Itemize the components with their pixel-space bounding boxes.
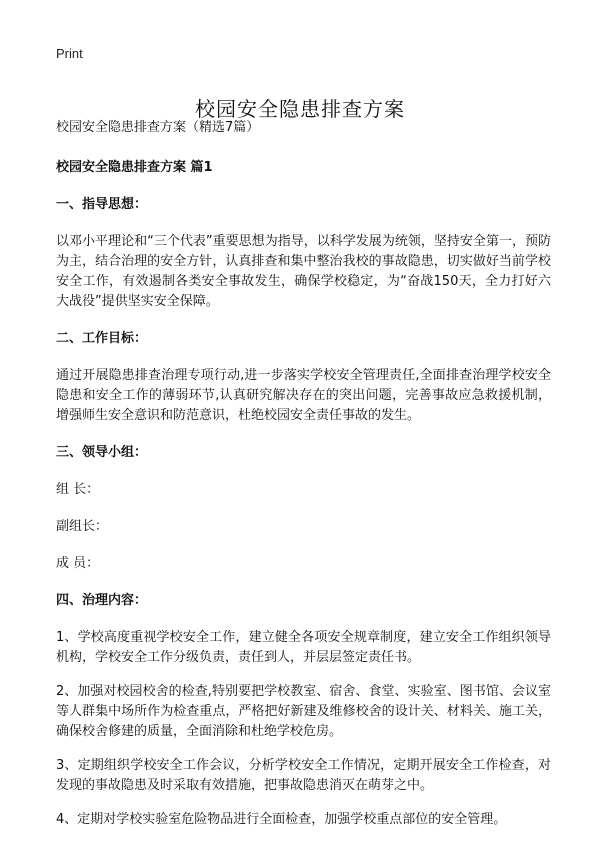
content-item: 3、定期组织学校安全工作会议，分析学校安全工作情况，定期开展安全工作检查，对发现的事故隐患及时采取有效措施，把事故隐患消灭在萌芽之中。 [56,758,551,793]
deputy-role: 副组长： [56,519,109,534]
guiding-paragraph: 以邓小平理论和“三个代表”重要思想为指导，以科学发展为统领，坚持安全第一，预防为主，结合治理的安全方针，认真排查和集中整治我校的事故隐患，切实做好当前学校安全工作，有效遏制各类安全事故发生，确保学校稳定，为“奋战150天，全力打好六大战役”提供坚实安全保障。 [56,234,551,309]
content-item: 1、学校高度重视学校安全工作，建立健全各项安全规章制度，建立安全工作组织领导机构，学校安全工作分级负责，责任到人，并层层签定责任书。 [56,630,551,665]
content-heading: 四、治理内容： [56,593,148,608]
leader-role: 组 长： [56,482,100,497]
print-label[interactable]: Print [56,46,83,61]
leadership-heading: 三、领导小组： [56,445,148,460]
document-title: 校园安全隐患排查方案 [195,97,405,122]
goal-heading: 二、工作目标： [56,331,148,346]
guiding-heading: 一、指导思想： [56,197,148,212]
section-heading: 校园安全隐患排查方案 篇1 [56,160,213,175]
members-role: 成 员： [56,556,100,571]
document-body [56,118,551,844]
content-item: 2、加强对校园校舍的检查,特别要把学校教室、宿舍、食堂、实验室、图书馆、会议室等人群集中场所作为检查重点，严格把好新建及维修校舍的设计关、材料关、施工关，确保校舍修建的质量，全面消除和杜绝学校危房。 [56,684,551,739]
content-item: 4、定期对学校实验室危险物品进行全面检查，加强学校重点部位的安全管理。 [56,812,507,827]
document-subtitle: 校园安全隐患排查方案（精选7篇） [56,120,260,135]
goal-paragraph: 通过开展隐患排查治理专项行动,进一步落实学校安全管理责任,全面排查治理学校安全隐患和安全工作的薄弱环节,认真研究解决存在的突出问题，完善事故应急救援机制，增强师生安全意识和防范意识，杜绝校园安全责任事故的发生。 [56,368,551,423]
